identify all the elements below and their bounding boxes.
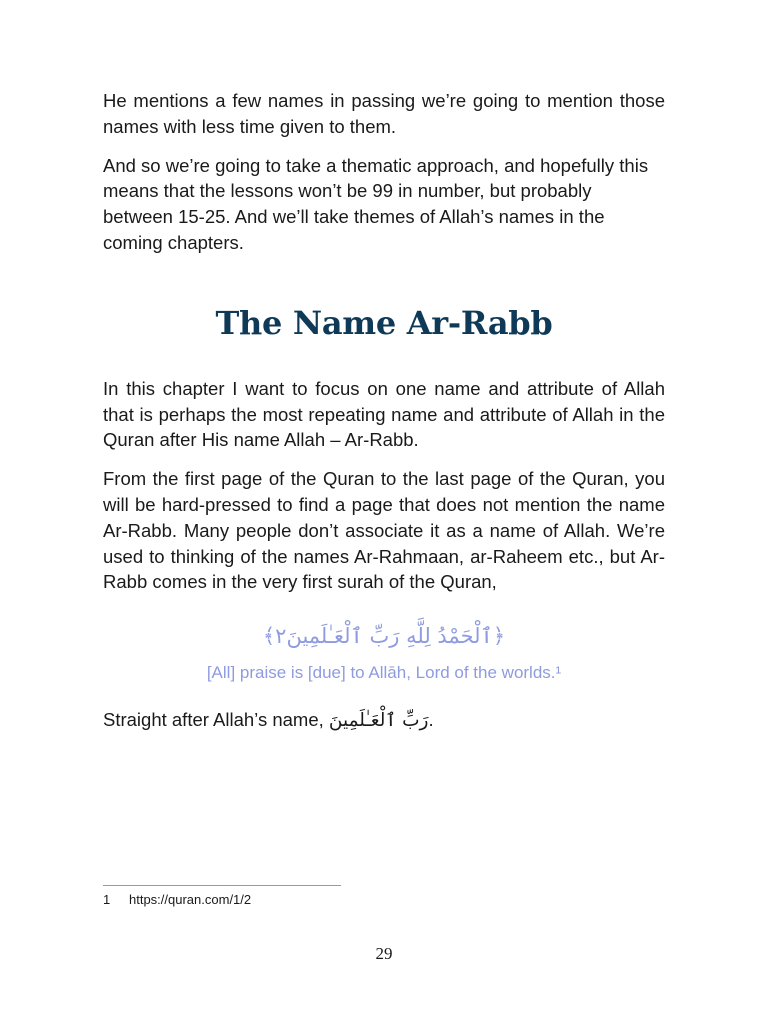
body-paragraph-1: In this chapter I want to focus on one name and attribute of Allah that is perhaps the most repeating name and attribute of Allah in the Quran after His name Allah – Ar-Rabb.: [103, 377, 665, 451]
closing-period: .: [428, 709, 434, 731]
quran-verse-arabic: ﴿ٱلْحَمْدُ لِلَّهِ رَبِّ ٱلْعَـٰلَمِينَ٢﴾: [262, 624, 506, 649]
body-paragraph-2: From the first page of the Quran to the last page of the Quran, you will be hard-pressed to find a page that does not mention the name Ar-Rabb. Many people don’t associate it as a name of Allah. We’re used to thinking of the names Ar-Rahmaan, ar-Raheem etc., but Ar-Rabb comes in the very first surah of the Quran,: [103, 468, 665, 593]
footnote-link[interactable]: https://quran.com/1/2: [129, 892, 252, 907]
closing-arabic: رَبِّ ٱلْعَـٰلَمِينَ: [328, 710, 429, 732]
chapter-title: The Name Ar-Rabb: [215, 303, 553, 342]
footnote-divider: [103, 885, 341, 886]
footnote-number: 1: [103, 892, 111, 907]
footnote: [103, 892, 251, 907]
quran-verse-translation: [All] praise is [due] to Allāh, Lord of the worlds.¹: [206, 663, 562, 683]
intro-paragraph-2: And so we’re going to take a thematic approach, and hopefully this means that the lessons won’t be 99 in number, but probably between 15-25. And we’ll take themes of Allah’s names in the coming chapters.: [103, 154, 649, 253]
page-number: 29: [375, 944, 393, 963]
intro-paragraph-1: He mentions a few names in passing we’re going to mention those names with less time given to them.: [103, 90, 665, 137]
closing-sentence: [103, 707, 665, 734]
page-content: [103, 88, 665, 747]
closing-text: Straight after Allah’s name,: [103, 709, 329, 731]
